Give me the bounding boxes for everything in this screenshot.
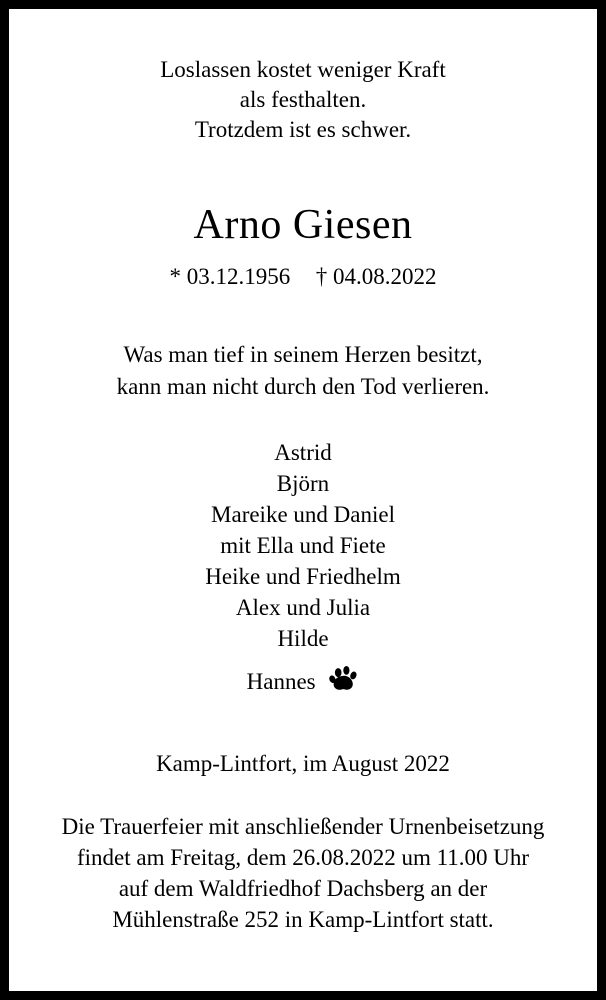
place-and-date: Kamp-Lintfort, im August 2022: [156, 751, 450, 776]
opening-quote-line: Loslassen kostet weniger Kraft: [160, 57, 446, 82]
birth-symbol: *: [169, 264, 181, 289]
memorial-quote-line: Was man tief in seinem Herzen besitzt,: [123, 342, 483, 367]
mourner-name: Astrid: [274, 440, 332, 465]
deceased-name: Arno Giesen: [193, 202, 413, 248]
death-date: 04.08.2022: [333, 264, 437, 289]
mourner-name: Alex und Julia: [235, 595, 371, 620]
opening-quote: [9, 55, 597, 145]
opening-quote-line: Trotzdem ist es schwer.: [194, 117, 412, 142]
ceremony-line: auf dem Waldfriedhof Dachsberg an der: [118, 876, 488, 901]
death-symbol: †: [315, 264, 328, 289]
mourner-name: Björn: [276, 471, 330, 496]
obituary-card: [9, 9, 597, 991]
mourner-name-with-paw: [9, 665, 597, 701]
mourner-name: Hilde: [277, 626, 329, 651]
memorial-quote-line: kann man nicht durch den Tod verlieren.: [116, 374, 490, 399]
opening-quote-line: als festhalten.: [239, 87, 367, 112]
ceremony-line: findet am Freitag, dem 26.08.2022 um 11.00 Uhr: [76, 845, 530, 870]
life-dates: [9, 263, 597, 291]
mourner-name: Heike und Friedhelm: [205, 564, 401, 589]
ceremony-line: Mühlenstraße 252 in Kamp-Lintfort statt.: [112, 907, 494, 932]
mourners-list: [9, 437, 597, 701]
mourner-name: Hannes: [246, 669, 316, 694]
mourner-name: Mareike und Daniel: [211, 502, 395, 527]
ceremony-line: Die Trauerfeier mit anschließender Urnenbeisetzung: [61, 814, 545, 839]
birth-date: 03.12.1956: [186, 264, 291, 289]
mourner-name: mit Ella und Fiete: [220, 533, 386, 558]
ceremony-details: [9, 811, 597, 935]
memorial-quote: [9, 339, 597, 403]
paw-print-icon: [329, 665, 359, 701]
